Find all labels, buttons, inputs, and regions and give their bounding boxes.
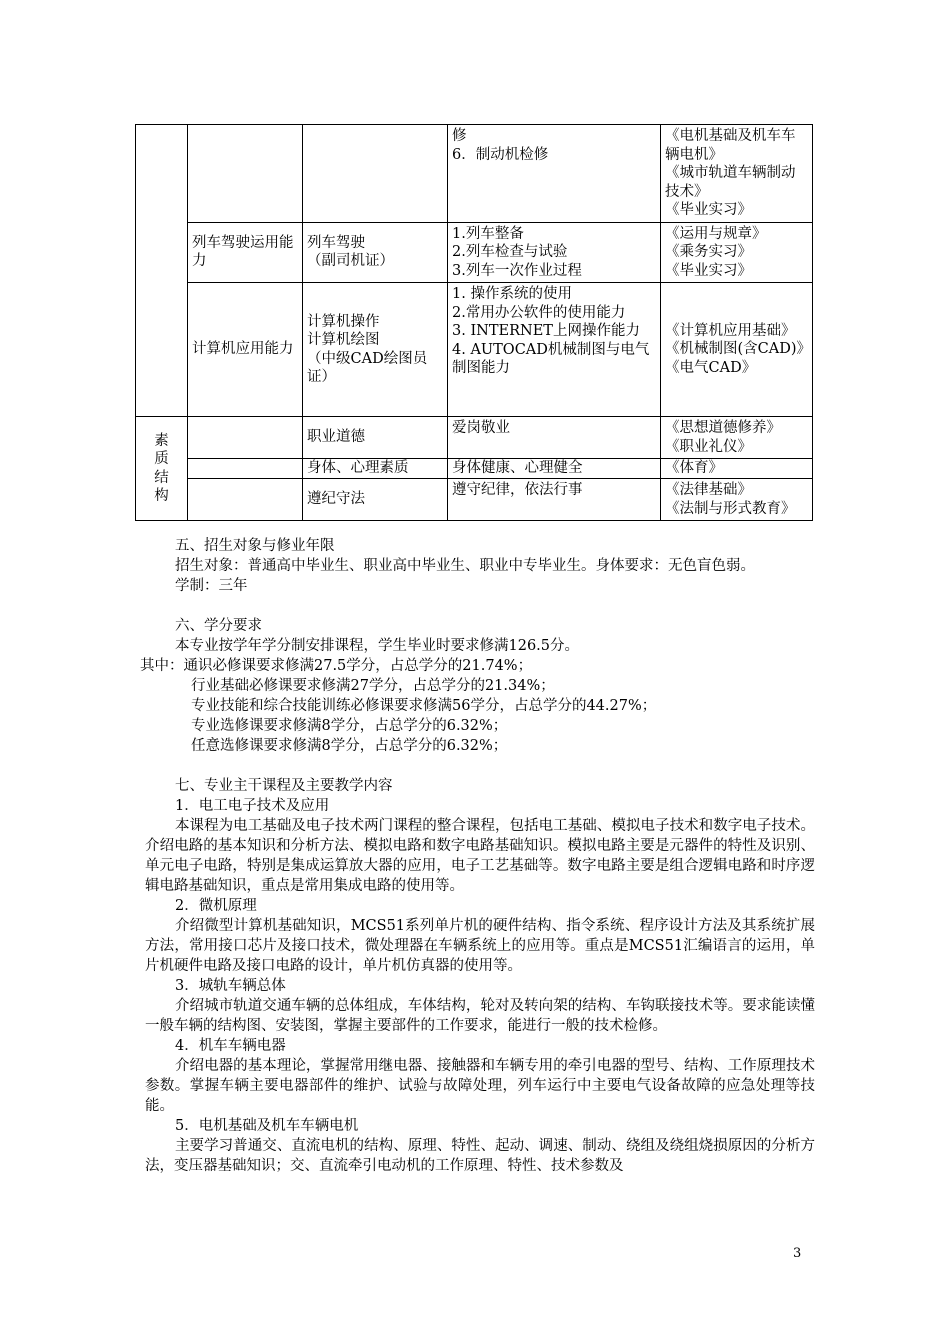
certificate-line: 职业道德 (307, 429, 365, 446)
content-line: 修 (452, 128, 467, 144)
quality-structure-cell (136, 417, 188, 521)
course-cell (661, 125, 813, 223)
section-title: 五、招生对象与修业年限 (175, 538, 335, 554)
curriculum-table (135, 124, 813, 521)
table-row (136, 479, 813, 521)
certificate-line: 身体、心理素质 (307, 460, 409, 476)
course-cell (661, 417, 813, 459)
content-line: 2.常用办公软件的使用能力 (452, 304, 626, 321)
list-item: 专业选修课要求修满8学分，占总学分的6.32%； (191, 718, 508, 734)
table-row (136, 125, 813, 223)
quality-structure-label: 素质结构 (154, 432, 169, 504)
table-row (136, 417, 813, 459)
certificate-line: 计算机操作 (307, 313, 380, 330)
course-name: 《毕业实习》 (665, 202, 752, 218)
course-description: 介绍电器的基本理论，掌握常用继电器、接触器和车辆专用的牵引电器的型号、结构、工作原理技术参数。掌握车辆主要电器部件的维护、试验与故障处理，列车运行中主要电气设备故障的应急处理等技能。 (145, 1058, 815, 1114)
course-heading: 4．机车车辆电器 (175, 1038, 286, 1054)
course-name: 《运用与规章》 (665, 225, 767, 242)
certificate-line: （中级CAD绘图员证） (307, 350, 428, 385)
content-line: 6．制动机检修 (452, 146, 549, 163)
page-number: 3 (793, 1246, 802, 1261)
content-line: 爱岗敬业 (452, 420, 510, 436)
list-item: 行业基础必修课要求修满27学分，占总学分的21.34%； (191, 678, 555, 694)
course-name: 《体育》 (665, 460, 723, 476)
document-body (140, 536, 815, 1176)
ability-label: 计算机应用能力 (192, 341, 294, 358)
content-line: 2.列车检查与试验 (452, 244, 568, 260)
content-line: 3. INTERNET上网操作能力 (452, 323, 640, 339)
ability-cell (188, 459, 303, 479)
content-cell (448, 479, 661, 521)
paragraph: 其中：通识必修课要求修满27.5学分，占总学分的21.74%； (140, 658, 533, 674)
ability-cell (188, 283, 303, 417)
course-name: 《计算机应用基础》 (665, 322, 796, 339)
certificate-line: （副司机证） (307, 253, 394, 270)
certificate-cell (303, 417, 448, 459)
course-heading: 2．微机原理 (175, 898, 257, 914)
certificate-cell (303, 283, 448, 417)
section-title: 六、学分要求 (175, 618, 262, 634)
course-cell (661, 222, 813, 283)
course-cell (661, 283, 813, 417)
content-line: 1. 操作系统的使用 (452, 286, 572, 302)
course-description: 本课程为电工基础及电子技术两门课程的整合课程，包括电工基础、模拟电子技术和数字电子技术。介绍电路的基本知识和分析方法、模拟电路和数字电路基础知识。模拟电路主要是元器件的特性及识别、单元电子电路，特别是集成运算放大器的应用，电子工艺基础等。数字电路主要是组合逻辑电路和时序逻辑电路基础知识，重点是常用集成电路的使用等。 (145, 818, 815, 894)
paragraph: 本专业按学年学分制安排课程，学生毕业时要求修满126.5分。 (175, 638, 580, 654)
ability-cell (188, 479, 303, 521)
list-item: 任意选修课要求修满8学分，占总学分的6.32%； (191, 738, 508, 754)
table-row (136, 283, 813, 417)
certificate-line: 遵纪守法 (307, 491, 365, 508)
certificate-line: 计算机绘图 (307, 332, 380, 348)
row-group-cell (136, 125, 188, 417)
ability-cell (188, 222, 303, 283)
content-cell (448, 283, 661, 417)
ability-cell (188, 417, 303, 459)
paragraph: 招生对象：普通高中毕业生、职业高中毕业生、职业中专毕业生。身体要求：无色盲色弱。 (175, 558, 755, 574)
content-cell (448, 459, 661, 479)
certificate-line: 列车驾驶 (307, 234, 365, 251)
course-cell (661, 459, 813, 479)
certificate-cell (303, 125, 448, 223)
course-name: 《职业礼仪》 (665, 438, 752, 455)
section-title: 七、专业主干课程及主要教学内容 (175, 778, 393, 794)
content-line: 1.列车整备 (452, 225, 524, 242)
ability-cell (188, 125, 303, 223)
course-name: 《毕业实习》 (665, 262, 752, 279)
course-name: 《思想道德修养》 (665, 420, 781, 436)
course-name: 《电气CAD》 (665, 359, 757, 376)
content-cell (448, 222, 661, 283)
ability-label: 列车驾驶运用能力 (192, 234, 294, 270)
course-cell (661, 479, 813, 521)
course-name: 《机械制图(含CAD)》 (665, 341, 812, 358)
content-line: 4. AUTOCAD机械制图与电气制图能力 (452, 341, 650, 376)
course-description: 主要学习普通交、直流电机的结构、原理、特性、起动、调速、制动、绕组及绕组烧损原因的分析方法，变压器基础知识；交、直流牵引电动机的工作原理、特性、技术参数及 (145, 1138, 815, 1174)
content-line: 身体健康、心理健全 (452, 460, 583, 476)
table-row (136, 459, 813, 479)
course-name: 《城市轨道车辆制动技术》 (665, 165, 796, 200)
paragraph: 学制：三年 (175, 578, 248, 594)
course-description: 介绍微型计算机基础知识，MCS51系列单片机的硬件结构、指令系统、程序设计方法及其系统扩展方法，常用接口芯片及接口技术，微处理器在车辆系统上的应用等。重点是MCS51汇编语言的运用，单片机硬件电路及接口电路的设计，单片机仿真器的使用等。 (145, 918, 815, 974)
course-heading: 1．电工电子技术及应用 (175, 798, 330, 814)
course-heading: 5．电机基础及机车车辆电机 (175, 1118, 359, 1134)
course-description: 介绍城市轨道交通车辆的总体组成，车体结构，轮对及转向架的结构、车钩联接技术等。要求能读懂一般车辆的结构图、安装图，掌握主要部件的工作要求，能进行一般的技术检修。 (145, 998, 815, 1034)
certificate-cell (303, 222, 448, 283)
certificate-cell (303, 479, 448, 521)
table-row (136, 222, 813, 283)
course-name: 《电机基础及机车车辆电机》 (665, 128, 796, 163)
content-cell (448, 125, 661, 223)
course-heading: 3．城轨车辆总体 (175, 978, 286, 994)
course-name: 《法律基础》 (665, 482, 752, 498)
course-name: 《法制与形式教育》 (665, 500, 796, 517)
content-line: 3.列车一次作业过程 (452, 262, 582, 279)
list-item: 专业技能和综合技能训练必修课要求修满56学分，占总学分的44.27%； (191, 698, 657, 714)
certificate-cell (303, 459, 448, 479)
content-cell (448, 417, 661, 459)
content-line: 遵守纪律，依法行事 (452, 482, 583, 498)
course-name: 《乘务实习》 (665, 244, 752, 260)
